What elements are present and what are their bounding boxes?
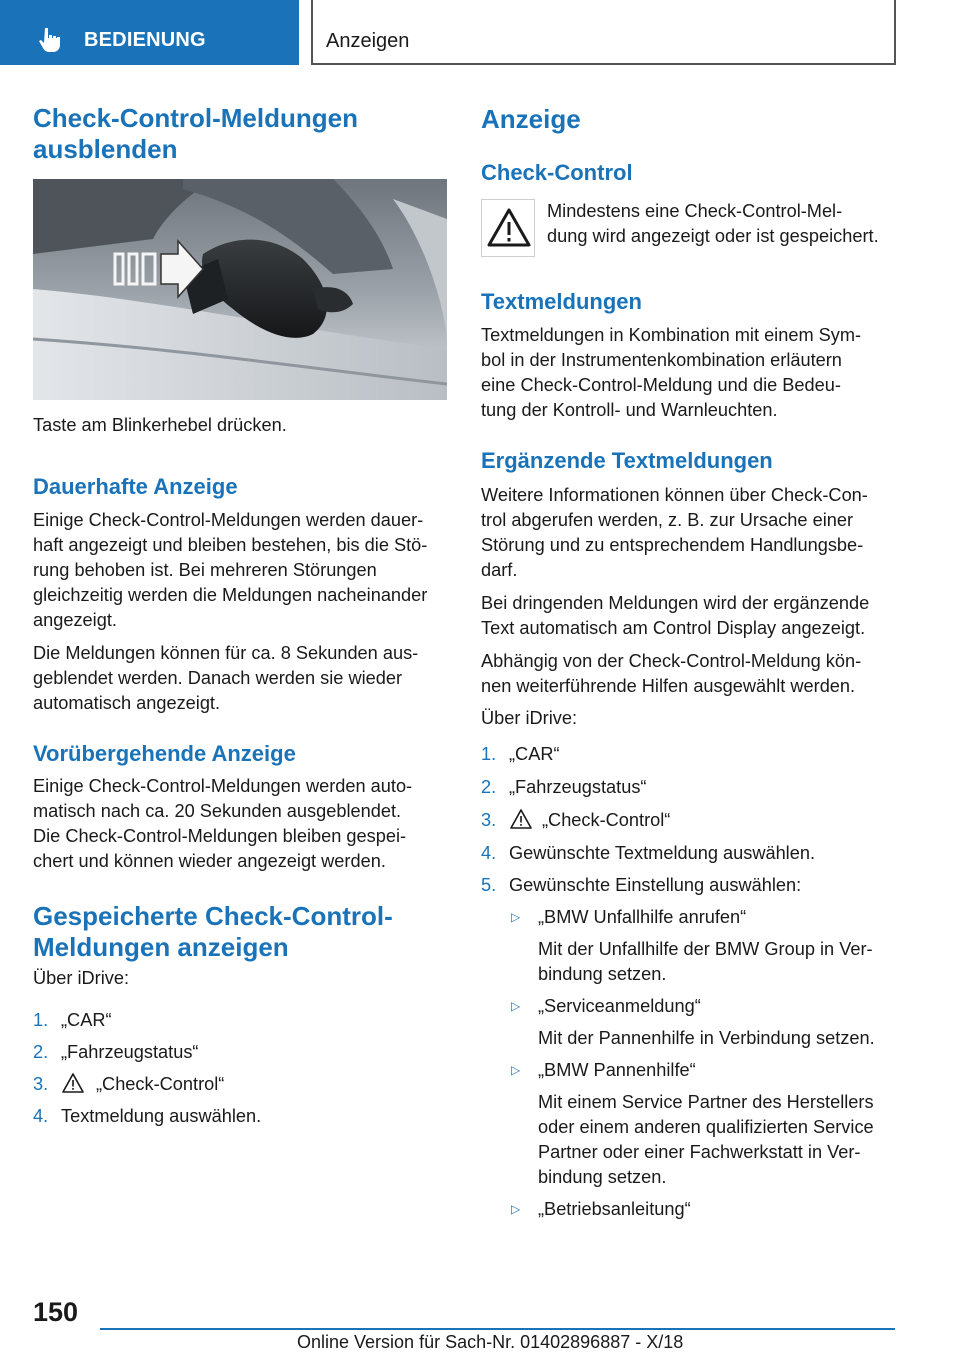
- option-desc: bindung setzen.: [538, 1167, 667, 1187]
- paragraph-line: Einige Check-Control-Meldungen werden auto‐: [33, 776, 413, 796]
- paragraph-line: automatisch angezeigt.: [33, 693, 221, 713]
- triangle-bullet-icon: ▷: [511, 999, 521, 1013]
- paragraph-line: Textmeldungen in Kombination mit einem Sym‐: [481, 325, 862, 345]
- step-text: Gewünschte Einstellung auswählen:: [509, 875, 802, 895]
- paragraph-line: chert und können wieder angezeigt werden.: [33, 851, 386, 871]
- step-text: „Fahrzeugstatus“: [61, 1042, 199, 1062]
- step-text: Gewünschte Textmeldung auswählen.: [509, 843, 816, 863]
- heading-dauerhafte-anzeige: Dauerhafte Anzeige: [33, 474, 238, 499]
- step-number: 1.: [481, 744, 497, 764]
- warning-triangle-icon: [482, 200, 536, 258]
- option-title: „Betriebsanleitung“: [538, 1199, 691, 1219]
- step-text: „Check-Control“: [542, 810, 671, 830]
- paragraph-line: haft angezeigt und bleiben bestehen, bis die Stö‐: [33, 535, 428, 555]
- triangle-bullet-icon: ▷: [511, 1063, 521, 1077]
- triangle-bullet-icon: ▷: [511, 1202, 521, 1216]
- step-text: „Check-Control“: [96, 1074, 225, 1094]
- paragraph-line: Abhängig von der Check-Control-Meldung kön‐: [481, 651, 862, 671]
- page-number: 150: [33, 1297, 79, 1327]
- option-desc: Mit der Pannenhilfe in Verbindung setzen.: [538, 1028, 875, 1048]
- paragraph-line: darf.: [481, 560, 518, 580]
- paragraph-line: Die Check-Control-Meldungen bleiben gespei‐: [33, 826, 407, 846]
- paragraph-line: geblendet werden. Danach werden sie wieder: [33, 668, 403, 688]
- step-number: 5.: [481, 875, 497, 895]
- paragraph-line: Mindestens eine Check-Control-Mel‐: [547, 201, 843, 221]
- heading-ausblenden-line1: Check-Control-Meldungen: [33, 103, 358, 133]
- footer-divider: [100, 1328, 895, 1330]
- step-number: 3.: [481, 810, 497, 830]
- heading-ausblenden-line2: ausblenden: [33, 134, 178, 164]
- paragraph-line: Störung und zu entsprechendem Handlungsbe‐: [481, 535, 864, 555]
- heading-gespeicherte-line2: Meldungen anzeigen: [33, 932, 289, 962]
- option-title: „Serviceanmeldung“: [538, 996, 701, 1016]
- paragraph-line: Text automatisch am Control Display angezeigt.: [481, 618, 866, 638]
- heading-gespeicherte-line1: Gespeicherte Check-Control-: [33, 901, 393, 931]
- step-number: 3.: [33, 1074, 49, 1094]
- lever-illustration: [33, 179, 447, 400]
- step-text: „CAR“: [509, 744, 560, 764]
- paragraph-line: matisch nach ca. 20 Sekunden ausgeblendet.: [33, 801, 402, 821]
- step-number: 2.: [33, 1042, 49, 1062]
- paragraph-line: dung wird angezeigt oder ist gespeichert.: [547, 226, 879, 246]
- paragraph-line: trol abgerufen werden, z. B. zur Ursache einer: [481, 510, 854, 530]
- option-desc: oder einem anderen qualifizierten Service: [538, 1117, 874, 1137]
- option-title: „BMW Unfallhilfe anrufen“: [538, 907, 747, 927]
- option-desc: Mit der Unfallhilfe der BMW Group in Ver‐: [538, 939, 873, 959]
- ueber-idrive-label: Über iDrive:: [481, 708, 578, 728]
- warning-triangle-icon: [62, 1073, 84, 1093]
- heading-check-control: Check-Control: [481, 160, 633, 185]
- option-desc: bindung setzen.: [538, 964, 667, 984]
- paragraph-line: Die Meldungen können für ca. 8 Sekunden aus‐: [33, 643, 419, 663]
- blinker-lever-photo: [33, 179, 447, 400]
- topic-label: Anzeigen: [326, 30, 410, 52]
- paragraph-line: tung der Kontroll- und Warnleuchten.: [481, 400, 778, 420]
- section-tab: [0, 0, 299, 65]
- step-number: 4.: [481, 843, 497, 863]
- heading-voruebergehende-anzeige: Vorübergehende Anzeige: [33, 741, 296, 766]
- ueber-idrive-label: Über iDrive:: [33, 968, 130, 988]
- step-number: 1.: [33, 1010, 49, 1030]
- paragraph-line: Einige Check-Control-Meldungen werden dauer‐: [33, 510, 424, 530]
- paragraph-line: gleichzeitig werden die Meldungen nacheinander: [33, 585, 428, 605]
- heading-anzeige: Anzeige: [481, 104, 581, 134]
- option-desc: Partner oder einer Fachwerkstatt in Ver‐: [538, 1142, 861, 1162]
- paragraph-line: angezeigt.: [33, 610, 117, 630]
- paragraph-line: nen weiterführende Hilfen ausgewählt werden.: [481, 676, 856, 696]
- option-desc: Mit einem Service Partner des Herstellers: [538, 1092, 874, 1112]
- footer-online-version: Online Version für Sach-Nr. 01402896887 - X/18: [297, 1332, 684, 1352]
- pointing-hand-icon: [36, 26, 64, 54]
- warning-triangle-icon: [510, 809, 532, 829]
- paragraph-line: Bei dringenden Meldungen wird der ergänzende: [481, 593, 870, 613]
- step-number: 4.: [33, 1106, 49, 1126]
- step-text: „Fahrzeugstatus“: [509, 777, 647, 797]
- step-number: 2.: [481, 777, 497, 797]
- triangle-bullet-icon: ▷: [511, 910, 521, 924]
- section-label: BEDIENUNG: [84, 29, 206, 51]
- heading-textmeldungen: Textmeldungen: [481, 289, 642, 314]
- paragraph-line: rung behoben ist. Bei mehreren Störungen: [33, 560, 377, 580]
- paragraph-line: eine Check-Control-Meldung und die Bedeu‐: [481, 375, 841, 395]
- option-title: „BMW Pannenhilfe“: [538, 1060, 696, 1080]
- step-text: „CAR“: [61, 1010, 112, 1030]
- paragraph-line: bol in der Instrumentenkombination erläutern: [481, 350, 842, 370]
- paragraph-line: Weitere Informationen können über Check-Con‐: [481, 485, 868, 505]
- step-text: Textmeldung auswählen.: [61, 1106, 262, 1126]
- warning-symbol-box: [481, 199, 535, 257]
- heading-ergaenzende-textmeldungen: Ergänzende Textmeldungen: [481, 448, 773, 473]
- photo-caption: Taste am Blinkerhebel drücken.: [33, 415, 287, 435]
